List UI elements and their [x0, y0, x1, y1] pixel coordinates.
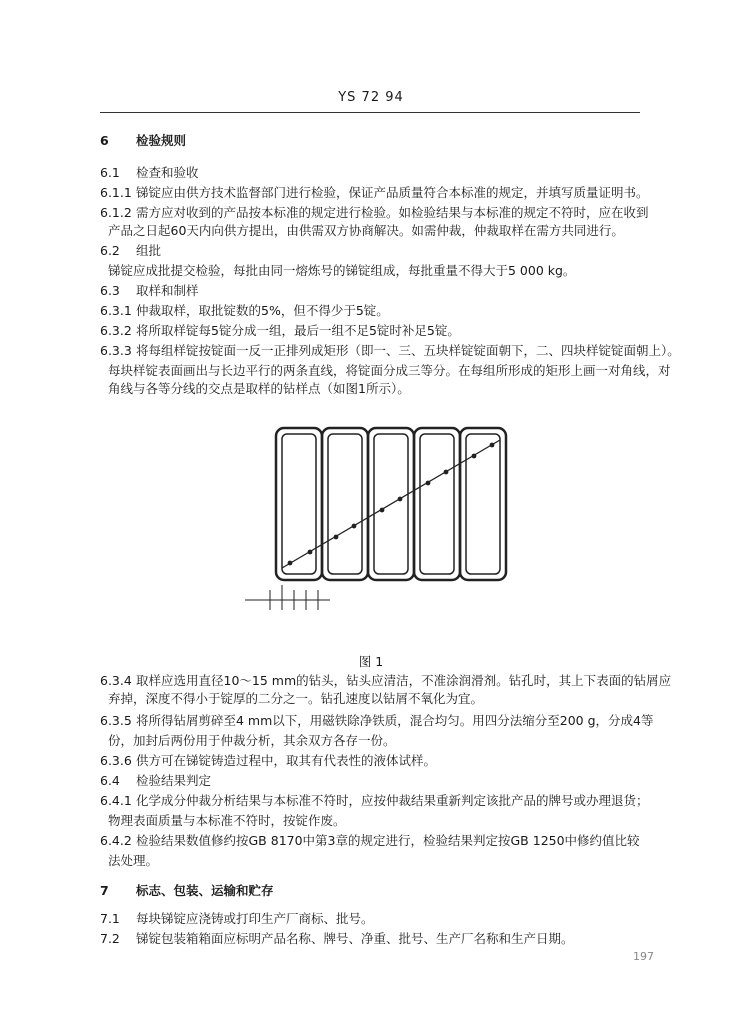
clause-s641b	[108, 812, 346, 830]
clause-s634b	[108, 690, 483, 708]
clause-s71	[100, 910, 374, 928]
clause-number: 6.3.1	[100, 303, 132, 318]
clause-text: 法处理。	[108, 853, 159, 868]
clause-s642	[100, 832, 640, 850]
sampling-point	[444, 470, 449, 475]
clause-s635b	[108, 732, 396, 750]
clause-text: 组批	[136, 243, 162, 258]
clause-text: 产品之日起60天内向供方提出，由供需双方协商解决。如需仲裁，仲裁取样在需方共同进行。	[108, 223, 624, 238]
clause-number: 6.3.2	[100, 323, 132, 338]
clause-s6	[100, 132, 186, 150]
clause-s632	[100, 322, 460, 340]
ingot-2	[322, 428, 368, 580]
clause-text: 需方应对收到的产品按本标准的规定进行检验。如检验结果与本标准的规定不符时，应在收到	[136, 205, 649, 220]
clause-text: 锑锭应成批提交检验，每批由同一熔炼号的锑锭组成，每批重量不得大于5 000 kg。	[108, 263, 576, 278]
clause-text: 化学成分仲裁分析结果与本标准不符时，应按仲裁结果重新判定该批产品的牌号或办理退货；	[136, 793, 649, 808]
figure-1-diagram	[240, 420, 520, 620]
clause-s64	[100, 772, 211, 790]
clause-text: 角线与各等分线的交点是取样的钻样点（如图1所示）。	[108, 381, 410, 396]
clause-number: 7	[100, 883, 109, 898]
header-rule	[100, 112, 640, 113]
clause-text: 取样应选用直径10～15 mm的钻头，钻头应清洁，不准涂润滑剂。钻孔时，其上下表面的钻屑应	[136, 673, 672, 688]
clause-number: 6.3.5	[100, 713, 132, 728]
clause-s633b	[108, 362, 671, 380]
clause-text: 取样和制样	[136, 283, 199, 298]
clause-s631	[100, 302, 389, 320]
clause-s62	[100, 242, 161, 260]
ingot-4-inner	[420, 434, 454, 574]
clause-text: 物理表面质量与本标准不符时，按锭作废。	[108, 813, 346, 828]
clause-text: 检验结果判定	[136, 773, 212, 788]
clause-s633	[100, 342, 680, 360]
clause-s635	[100, 712, 654, 730]
clause-s7	[100, 882, 274, 900]
clause-s612	[100, 204, 649, 222]
clause-s641	[100, 792, 649, 810]
clause-text: 份，加封后两份用于仲裁分析，其余双方各存一份。	[108, 733, 396, 748]
sampling-point	[490, 443, 495, 448]
clause-text: 锑锭应由供方技术监督部门进行检验，保证产品质量符合本标准的规定，并填写质量证明书。	[136, 185, 649, 200]
clause-s72	[100, 930, 574, 948]
clause-text: 锑锭包装箱箱面应标明产品名称、牌号、净重、批号、生产厂名称和生产日期。	[136, 931, 574, 946]
clause-number: 6.2	[100, 243, 120, 258]
ingot-5	[460, 428, 506, 580]
clause-text: 将每组样锭按锭面一反一正排列成矩形（即一、三、五块样锭锭面朝下，二、四块样锭锭面朝上）。	[136, 343, 680, 358]
clause-number: 6.3.3	[100, 343, 132, 358]
clause-s62b	[108, 262, 575, 280]
sampling-point	[288, 561, 293, 566]
sampling-point	[308, 550, 313, 555]
clause-s611	[100, 184, 649, 202]
clause-number: 7.2	[100, 931, 120, 946]
ingot-2-inner	[328, 434, 362, 574]
clause-s636	[100, 752, 436, 770]
clause-number: 6.4.2	[100, 833, 132, 848]
clause-text: 供方可在锑锭铸造过程中，取其有代表性的液体试样。	[136, 753, 437, 768]
sampling-point	[426, 481, 431, 486]
page-number: 197	[633, 950, 654, 963]
ingot-4	[414, 428, 460, 580]
clause-text: 弃掉，深度不得小于锭厚的二分之一。钻孔速度以钻屑不氧化为宜。	[108, 691, 484, 706]
sampling-point	[380, 508, 385, 513]
clause-number: 7.1	[100, 911, 120, 926]
clause-number: 6.3.6	[100, 753, 132, 768]
clause-s634	[100, 672, 671, 690]
clause-text: 检验结果数值修约按GB 8170中第3章的规定进行，检验结果判定按GB 1250中修约值比较	[136, 833, 640, 848]
clause-number: 6.1.2	[100, 205, 132, 220]
clause-s612b	[108, 222, 624, 240]
sampling-point	[334, 535, 339, 540]
sampling-point	[398, 497, 403, 502]
standard-code-header: YS 72 94	[338, 90, 404, 105]
sampling-point	[472, 454, 477, 459]
clause-text: 每块样锭表面画出与长边平行的两条直线，将锭面分成三等分。在每组所形成的矩形上画一对角线，对	[108, 363, 671, 378]
sampling-point	[352, 524, 357, 529]
clause-text: 将所取样锭每5锭分成一组，最后一组不足5锭时补足5锭。	[136, 323, 460, 338]
figure-caption: 图 1	[358, 654, 384, 669]
clause-s642b	[108, 852, 158, 870]
ingot-1	[276, 428, 322, 580]
ingot-5-inner	[466, 434, 500, 574]
clause-s61	[100, 164, 199, 182]
clause-number: 6.3.4	[100, 673, 132, 688]
clause-number: 6.1.1	[100, 185, 132, 200]
clause-s63	[100, 282, 199, 300]
clause-number: 6	[100, 133, 109, 148]
clause-s633c	[108, 380, 410, 398]
clause-number: 6.4	[100, 773, 120, 788]
diagonal-line	[282, 440, 500, 568]
clause-number: 6.1	[100, 165, 120, 180]
clause-number: 6.4.1	[100, 793, 132, 808]
clause-number: 6.3	[100, 283, 120, 298]
clause-text: 检查和验收	[136, 165, 199, 180]
clause-text: 检验规则	[136, 133, 187, 148]
clause-text: 标志、包装、运输和贮存	[136, 883, 274, 898]
clause-text: 每块锑锭应浇铸或打印生产厂商标、批号。	[136, 911, 374, 926]
clause-text: 仲裁取样，取批锭数的5%，但不得少于5锭。	[136, 303, 389, 318]
clause-text: 将所得钻屑剪碎至4 mm以下，用磁铁除净铁质，混合均匀。用四分法缩分至200 g，分成4等	[136, 713, 654, 728]
